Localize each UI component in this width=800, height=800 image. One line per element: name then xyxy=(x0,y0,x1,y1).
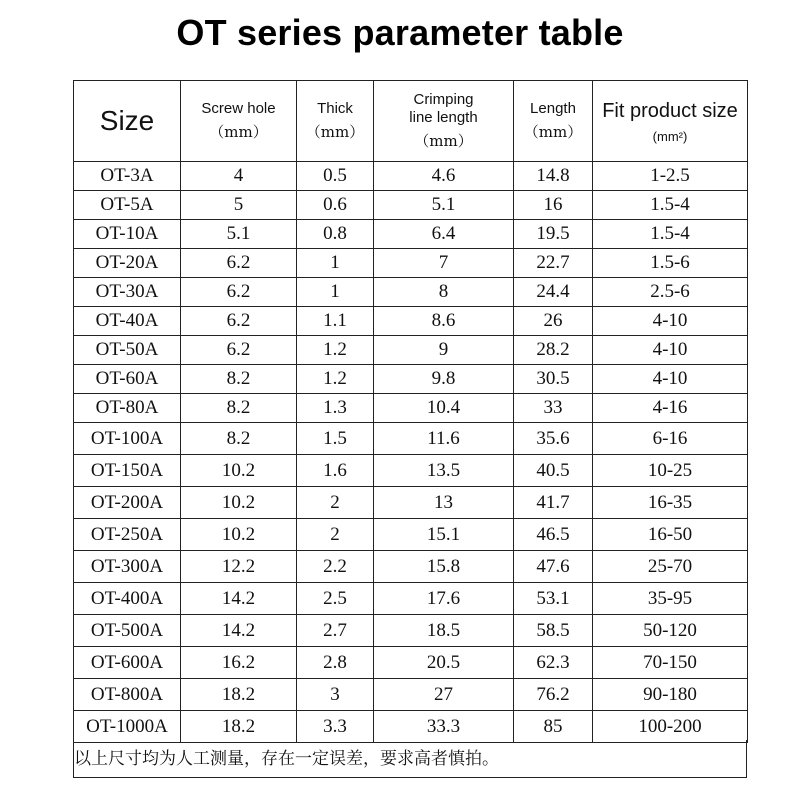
cell-screw: 4 xyxy=(181,162,297,191)
header-screw-hole-unit: （mm） xyxy=(209,123,268,141)
header-fit-label: Fit product size xyxy=(602,99,738,122)
header-row xyxy=(74,81,748,162)
table-row xyxy=(74,519,748,551)
cell-crimp: 9 xyxy=(374,336,514,365)
cell-fit: 16-50 xyxy=(593,519,748,551)
cell-crimp: 9.8 xyxy=(374,365,514,394)
cell-length: 53.1 xyxy=(514,583,593,615)
cell-screw: 10.2 xyxy=(181,487,297,519)
cell-screw: 8.2 xyxy=(181,365,297,394)
cell-crimp: 8.6 xyxy=(374,307,514,336)
cell-thick: 2.8 xyxy=(297,647,374,679)
table-row xyxy=(74,394,748,423)
cell-crimp: 33.3 xyxy=(374,711,514,743)
cell-fit: 70-150 xyxy=(593,647,748,679)
cell-size: OT-600A xyxy=(74,647,181,679)
header-crimping-label-1: Crimping xyxy=(413,91,474,108)
cell-length: 40.5 xyxy=(514,455,593,487)
table-row xyxy=(74,679,748,711)
cell-crimp: 7 xyxy=(374,249,514,278)
cell-length: 76.2 xyxy=(514,679,593,711)
cell-size: OT-200A xyxy=(74,487,181,519)
cell-size: OT-60A xyxy=(74,365,181,394)
cell-size: OT-50A xyxy=(74,336,181,365)
cell-fit: 90-180 xyxy=(593,679,748,711)
cell-thick: 1 xyxy=(297,249,374,278)
cell-fit: 50-120 xyxy=(593,615,748,647)
cell-thick: 1.3 xyxy=(297,394,374,423)
header-thick-label: Thick xyxy=(317,100,353,117)
header-crimping xyxy=(374,81,514,162)
cell-fit: 1.5-4 xyxy=(593,191,748,220)
cell-size: OT-10A xyxy=(74,220,181,249)
table-row xyxy=(74,162,748,191)
cell-crimp: 15.8 xyxy=(374,551,514,583)
cell-size: OT-250A xyxy=(74,519,181,551)
table-row xyxy=(74,711,748,743)
header-screw-hole-label: Screw hole xyxy=(201,100,276,117)
cell-screw: 18.2 xyxy=(181,679,297,711)
cell-crimp: 18.5 xyxy=(374,615,514,647)
table-row xyxy=(74,220,748,249)
table-row xyxy=(74,455,748,487)
cell-size: OT-800A xyxy=(74,679,181,711)
cell-size: OT-300A xyxy=(74,551,181,583)
cell-length: 30.5 xyxy=(514,365,593,394)
cell-length: 85 xyxy=(514,711,593,743)
header-crimping-unit: （mm） xyxy=(414,132,473,150)
cell-thick: 3.3 xyxy=(297,711,374,743)
cell-thick: 1.2 xyxy=(297,336,374,365)
table-row xyxy=(74,278,748,307)
cell-screw: 6.2 xyxy=(181,336,297,365)
cell-size: OT-30A xyxy=(74,278,181,307)
cell-screw: 6.2 xyxy=(181,249,297,278)
cell-length: 47.6 xyxy=(514,551,593,583)
table-row xyxy=(74,583,748,615)
page-title: OT series parameter table xyxy=(176,12,624,53)
cell-thick: 2.7 xyxy=(297,615,374,647)
cell-screw: 14.2 xyxy=(181,583,297,615)
cell-thick: 2.5 xyxy=(297,583,374,615)
cell-fit: 4-16 xyxy=(593,394,748,423)
cell-thick: 0.6 xyxy=(297,191,374,220)
cell-size: OT-40A xyxy=(74,307,181,336)
cell-crimp: 15.1 xyxy=(374,519,514,551)
header-fit-unit: (mm²) xyxy=(652,128,688,144)
header-fit-size xyxy=(593,81,748,162)
cell-screw: 5.1 xyxy=(181,220,297,249)
cell-screw: 10.2 xyxy=(181,519,297,551)
cell-fit: 16-35 xyxy=(593,487,748,519)
cell-crimp: 27 xyxy=(374,679,514,711)
cell-fit: 100-200 xyxy=(593,711,748,743)
footnote: 以上尺寸均为人工测量，存在一定误差，要求高者慎拍。 xyxy=(74,749,499,769)
cell-screw: 14.2 xyxy=(181,615,297,647)
cell-thick: 2 xyxy=(297,519,374,551)
table-row xyxy=(74,615,748,647)
cell-size: OT-80A xyxy=(74,394,181,423)
cell-thick: 1.2 xyxy=(297,365,374,394)
cell-length: 24.4 xyxy=(514,278,593,307)
cell-screw: 18.2 xyxy=(181,711,297,743)
header-length-unit: （mm） xyxy=(523,123,583,141)
cell-size: OT-1000A xyxy=(74,711,181,743)
cell-crimp: 17.6 xyxy=(374,583,514,615)
table-row xyxy=(74,487,748,519)
cell-length: 46.5 xyxy=(514,519,593,551)
cell-crimp: 8 xyxy=(374,278,514,307)
cell-length: 62.3 xyxy=(514,647,593,679)
cell-fit: 6-16 xyxy=(593,423,748,455)
cell-length: 19.5 xyxy=(514,220,593,249)
cell-screw: 6.2 xyxy=(181,307,297,336)
header-thick-unit: （mm） xyxy=(305,123,365,141)
parameter-table xyxy=(73,80,748,743)
cell-size: OT-5A xyxy=(74,191,181,220)
cell-screw: 10.2 xyxy=(181,455,297,487)
cell-crimp: 13.5 xyxy=(374,455,514,487)
cell-length: 16 xyxy=(514,191,593,220)
cell-fit: 2.5-6 xyxy=(593,278,748,307)
cell-screw: 8.2 xyxy=(181,423,297,455)
cell-thick: 1.5 xyxy=(297,423,374,455)
cell-fit: 1.5-4 xyxy=(593,220,748,249)
cell-screw: 12.2 xyxy=(181,551,297,583)
header-crimping-label-2: line length xyxy=(409,109,478,126)
cell-crimp: 4.6 xyxy=(374,162,514,191)
cell-thick: 3 xyxy=(297,679,374,711)
cell-length: 35.6 xyxy=(514,423,593,455)
table-row xyxy=(74,365,748,394)
cell-length: 41.7 xyxy=(514,487,593,519)
header-length-label: Length xyxy=(530,100,576,117)
table-row xyxy=(74,336,748,365)
table-row xyxy=(74,423,748,455)
cell-thick: 1.6 xyxy=(297,455,374,487)
cell-screw: 6.2 xyxy=(181,278,297,307)
table-row xyxy=(74,551,748,583)
cell-crimp: 20.5 xyxy=(374,647,514,679)
header-thick xyxy=(297,81,374,162)
cell-thick: 0.8 xyxy=(297,220,374,249)
header-length xyxy=(514,81,593,162)
cell-length: 26 xyxy=(514,307,593,336)
cell-fit: 1.5-6 xyxy=(593,249,748,278)
cell-size: OT-3A xyxy=(74,162,181,191)
cell-thick: 0.5 xyxy=(297,162,374,191)
cell-length: 22.7 xyxy=(514,249,593,278)
cell-fit: 4-10 xyxy=(593,365,748,394)
cell-fit: 35-95 xyxy=(593,583,748,615)
cell-fit: 10-25 xyxy=(593,455,748,487)
cell-thick: 1 xyxy=(297,278,374,307)
cell-size: OT-150A xyxy=(74,455,181,487)
cell-length: 33 xyxy=(514,394,593,423)
cell-screw: 16.2 xyxy=(181,647,297,679)
table-row xyxy=(74,249,748,278)
table-body xyxy=(74,162,748,743)
cell-size: OT-400A xyxy=(74,583,181,615)
cell-fit: 25-70 xyxy=(593,551,748,583)
cell-length: 14.8 xyxy=(514,162,593,191)
cell-size: OT-100A xyxy=(74,423,181,455)
cell-size: OT-500A xyxy=(74,615,181,647)
cell-crimp: 11.6 xyxy=(374,423,514,455)
cell-crimp: 13 xyxy=(374,487,514,519)
cell-screw: 5 xyxy=(181,191,297,220)
cell-fit: 4-10 xyxy=(593,336,748,365)
cell-length: 28.2 xyxy=(514,336,593,365)
cell-fit: 4-10 xyxy=(593,307,748,336)
cell-fit: 1-2.5 xyxy=(593,162,748,191)
cell-thick: 1.1 xyxy=(297,307,374,336)
cell-thick: 2 xyxy=(297,487,374,519)
cell-screw: 8.2 xyxy=(181,394,297,423)
cell-size: OT-20A xyxy=(74,249,181,278)
cell-crimp: 5.1 xyxy=(374,191,514,220)
table-row xyxy=(74,307,748,336)
header-size: Size xyxy=(74,81,181,162)
cell-length: 58.5 xyxy=(514,615,593,647)
table-row xyxy=(74,191,748,220)
cell-crimp: 10.4 xyxy=(374,394,514,423)
cell-thick: 2.2 xyxy=(297,551,374,583)
cell-crimp: 6.4 xyxy=(374,220,514,249)
header-screw-hole xyxy=(181,81,297,162)
table-row xyxy=(74,647,748,679)
